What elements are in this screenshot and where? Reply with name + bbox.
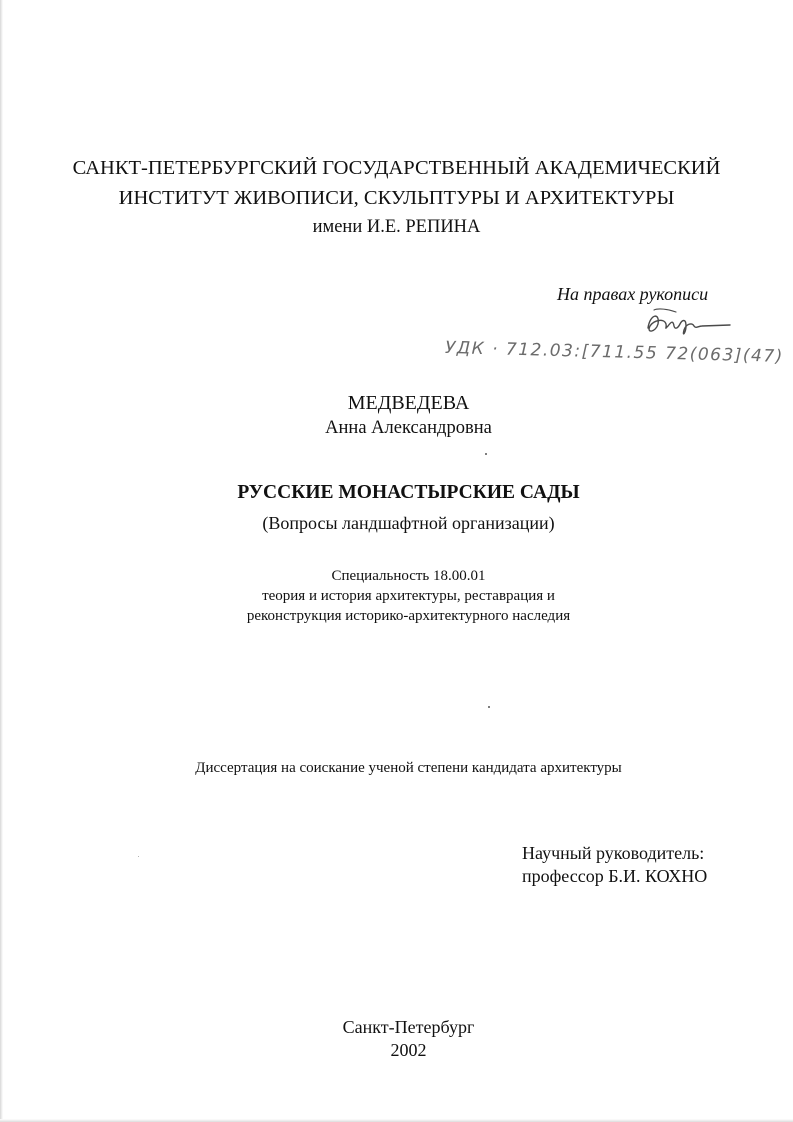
supervisor-name: профессор Б.И. КОХНО xyxy=(522,866,708,886)
scan-speck xyxy=(488,706,490,708)
handwritten-signature xyxy=(640,306,740,346)
year: 2002 xyxy=(390,1040,427,1060)
supervisor-label: Научный руководитель: xyxy=(522,843,705,863)
dissertation-title: РУССКИЕ МОНАСТЫРСКИЕ САДЫ xyxy=(237,482,580,503)
degree-statement: Диссертация на соискание ученой степени кандидата архитектуры xyxy=(195,760,622,776)
author-surname: МЕДВЕДЕВА xyxy=(347,392,470,414)
institution-line-3: имени И.Е. РЕПИНА xyxy=(312,217,481,237)
institution-header xyxy=(0,153,793,240)
specialty-block xyxy=(12,566,793,626)
specialty-line-3: реконструкция историко-архитектурного наследия xyxy=(246,608,571,624)
author-name: Анна Александровна xyxy=(325,418,492,438)
institution-line-1: САНКТ-ПЕТЕРБУРГСКИЙ ГОСУДАРСТВЕННЫЙ АКАДЕМИЧЕСКИЙ xyxy=(72,157,721,179)
dissertation-subtitle: (Вопросы ландшафтной организации) xyxy=(262,513,555,533)
manuscript-note: На правах рукописи xyxy=(557,284,709,304)
specialty-line-2: теория и история архитектуры, реставрация и xyxy=(262,588,555,604)
institution-line-2: ИНСТИТУТ ЖИВОПИСИ, СКУЛЬПТУРЫ И АРХИТЕКТУРЫ xyxy=(118,187,675,209)
city: Санкт-Петербург xyxy=(342,1017,475,1037)
supervisor-block xyxy=(522,842,707,888)
scan-speck xyxy=(138,856,139,857)
udc-code: УДК · 712.03:[711.55 72(063](47) xyxy=(444,338,785,367)
place-and-year xyxy=(12,1016,793,1062)
specialty-code: Специальность 18.00.01 xyxy=(331,568,486,584)
scan-speck xyxy=(485,453,487,455)
